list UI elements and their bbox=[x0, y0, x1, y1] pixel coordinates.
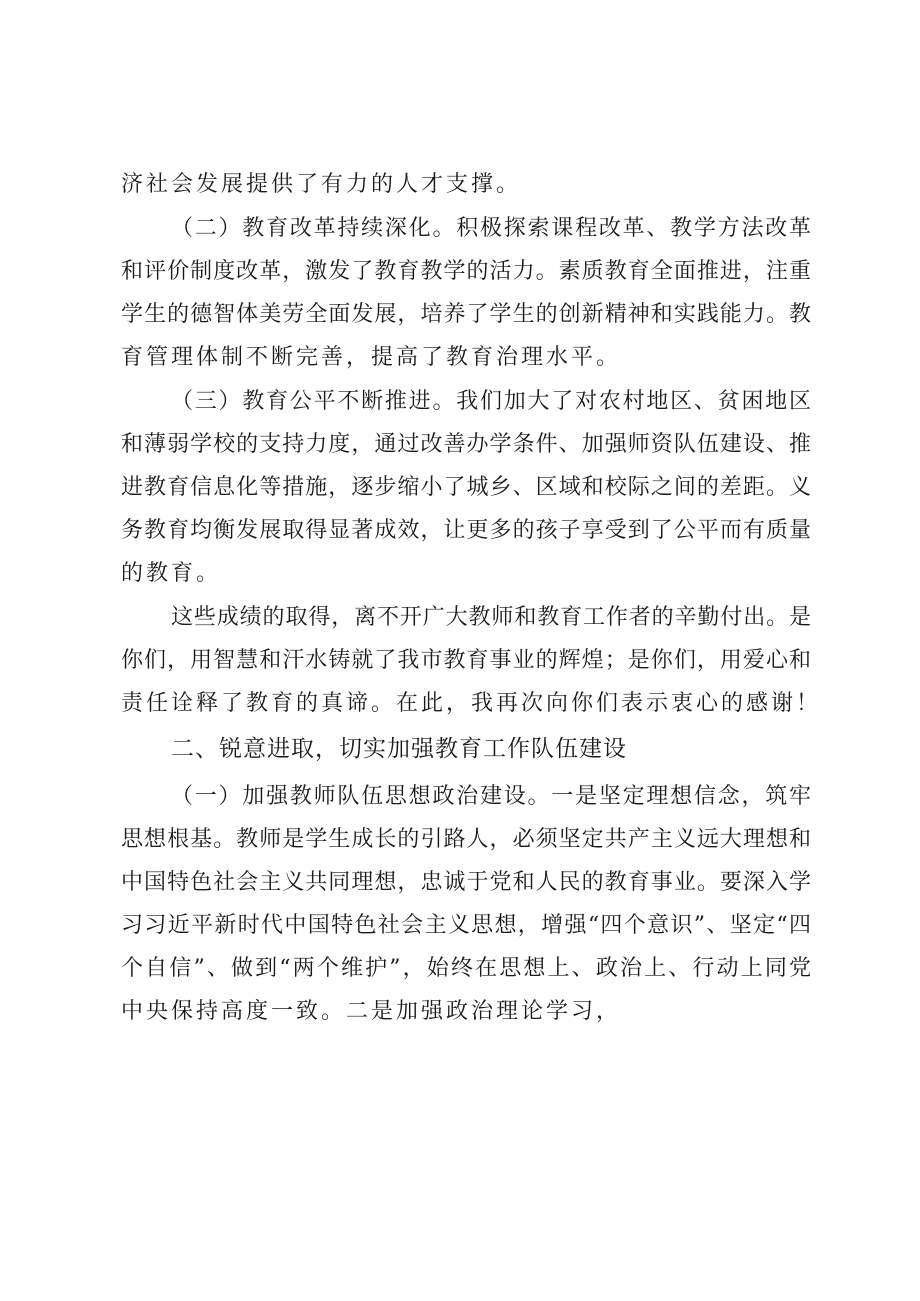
paragraph-line: 和薄弱学校的支持力度，通过改善办学条件、加强师资队伍建设、推 bbox=[121, 432, 811, 457]
paragraph-line: 和评价制度改革，激发了教育教学的活力。素质教育全面推进，注重 bbox=[121, 259, 811, 284]
section-heading: 二、锐意进取，切实加强教育工作队伍建设 bbox=[171, 736, 627, 762]
paragraph-line: 育管理体制不断完善，提高了教育治理水平。 bbox=[121, 345, 622, 370]
paragraph-line: （二）教育改革持续深化。积极探索课程改革、教学方法改革 bbox=[171, 216, 811, 241]
paragraph-line: （三）教育公平不断推进。我们加大了对农村地区、贫困地区 bbox=[171, 389, 811, 414]
paragraph-line: 济社会发展提供了有力的人才支撑。 bbox=[121, 172, 522, 197]
paragraph-line: （一）加强教师队伍思想政治建设。一是坚定理想信念，筑牢 bbox=[171, 784, 811, 809]
paragraph-line: 责任诠释了教育的真谛。在此，我再次向你们表示衷心的感谢！ bbox=[121, 691, 822, 716]
paragraph-line: 进教育信息化等措施，逐步缩小了城乡、区域和校际之间的差距。义 bbox=[121, 475, 811, 500]
paragraph-line: 习习近平新时代中国特色社会主义思想，增强“四个意识”、坚定“四 bbox=[121, 913, 811, 938]
paragraph-line: 学生的德智体美劳全面发展，培养了学生的创新精神和实践能力。教 bbox=[121, 302, 811, 327]
paragraph-line: 思想根基。教师是学生成长的引路人，必须坚定共产主义远大理想和 bbox=[121, 827, 811, 852]
paragraph-line: 你们，用智慧和汗水铸就了我市教育事业的辉煌；是你们，用爱心和 bbox=[121, 648, 811, 673]
paragraph-line: 的教育。 bbox=[121, 561, 222, 586]
paragraph-line: 务教育均衡发展取得显著成效，让更多的孩子享受到了公平而有质量 bbox=[121, 518, 811, 543]
paragraph-line: 这些成绩的取得，离不开广大教师和教育工作者的辛勤付出。是 bbox=[171, 605, 811, 630]
paragraph-line: 中国特色社会主义共同理想，忠诚于党和人民的教育事业。要深入学 bbox=[121, 870, 811, 895]
paragraph-line: 个自信”、做到“两个维护”，始终在思想上、政治上、行动上同党 bbox=[121, 956, 811, 981]
paragraph-line: 中央保持高度一致。二是加强政治理论学习， bbox=[121, 999, 622, 1024]
